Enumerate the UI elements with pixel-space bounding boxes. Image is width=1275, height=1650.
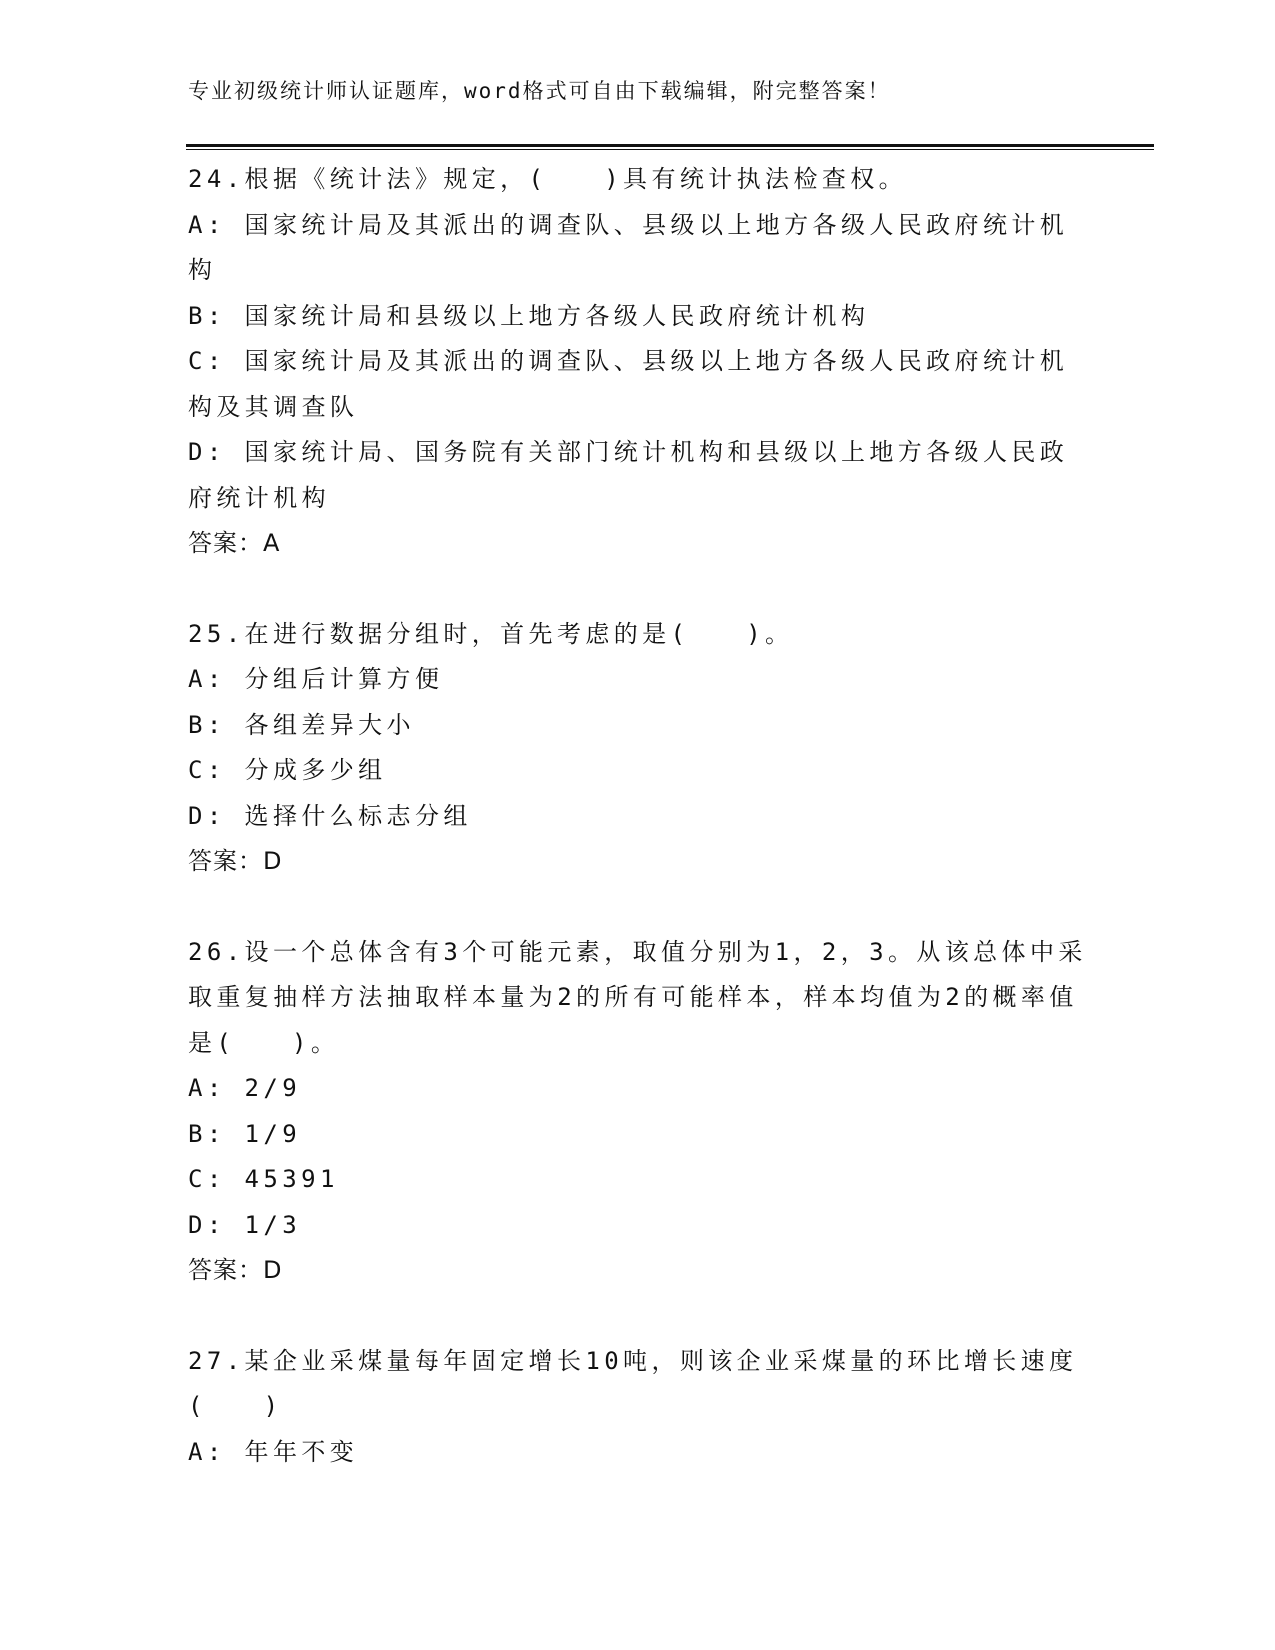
option-a: A: 分组后计算方便 xyxy=(188,665,444,693)
question-25 xyxy=(188,612,1088,885)
option-a: A: 2/9 xyxy=(188,1074,302,1102)
answer-line: 答案：A xyxy=(188,529,281,557)
question-26 xyxy=(188,930,1088,1294)
question-stem: 24.根据《统计法》规定，( )具有统计执法检查权。 xyxy=(188,165,908,193)
answer-line: 答案：D xyxy=(188,847,283,875)
question-27 xyxy=(188,1339,1088,1476)
option-b: B: 1/9 xyxy=(188,1119,302,1148)
question-stem: 26.设一个总体含有3个可能元素，取值分别为1，2，3。从该总体中采取重复抽样方法抽取样本量为2的所有可能样本，样本均值为2的概率值是( )。 xyxy=(188,937,1087,1057)
option-a: A: 国家统计局及其派出的调查队、县级以上地方各级人民政府统计机构 xyxy=(188,210,1069,284)
header-rule-thick xyxy=(186,144,1154,147)
question-list xyxy=(188,157,1088,1520)
option-c: C: 国家统计局及其派出的调查队、县级以上地方各级人民政府统计机构及其调查队 xyxy=(188,347,1069,421)
option-c: C: 45391 xyxy=(188,1165,339,1193)
option-d: D: 1/3 xyxy=(188,1210,302,1239)
option-d: D: 国家统计局、国务院有关部门统计机构和县级以上地方各级人民政府统计机构 xyxy=(188,438,1069,512)
question-24 xyxy=(188,157,1088,567)
option-b: B: 国家统计局和县级以上地方各级人民政府统计机构 xyxy=(188,301,870,330)
header-rule-thin xyxy=(186,149,1154,150)
answer-line: 答案：D xyxy=(188,1256,283,1284)
page-header: 专业初级统计师认证题库，word格式可自由下载编辑，附完整答案！ xyxy=(188,79,891,103)
question-stem: 27.某企业采煤量每年固定增长10吨，则该企业采煤量的环比增长速度( ) xyxy=(188,1346,1078,1420)
option-c: C: 分成多少组 xyxy=(188,756,387,784)
option-b: B: 各组差异大小 xyxy=(188,710,415,739)
question-stem: 25.在进行数据分组时，首先考虑的是( )。 xyxy=(188,619,794,648)
option-a: A: 年年不变 xyxy=(188,1437,359,1466)
option-d: D: 选择什么标志分组 xyxy=(188,801,472,830)
